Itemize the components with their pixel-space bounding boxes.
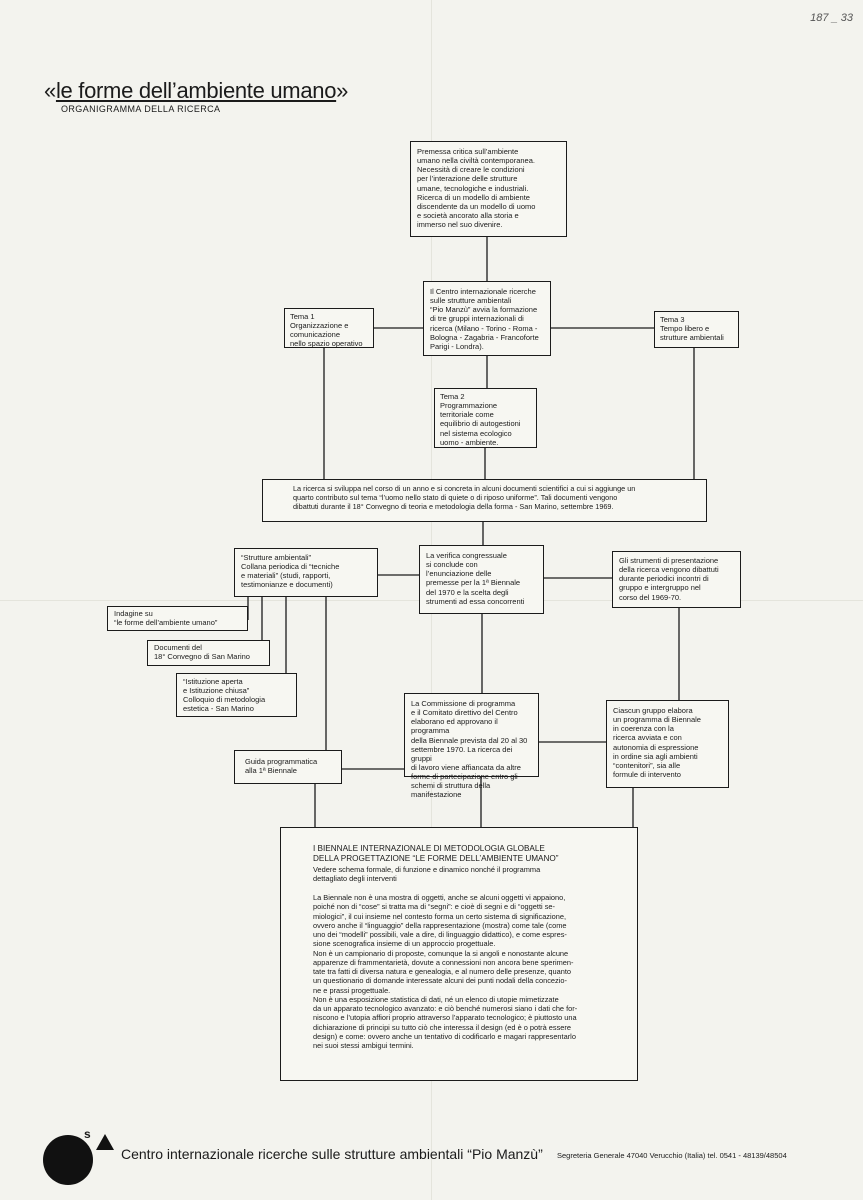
footer-address: Segreteria Generale 47040 Verucchio (Italia) tel. 0541 - 48139/48504	[557, 1151, 787, 1160]
box-guida-programmatica: Guida programmatica alla 1ª Biennale	[234, 750, 342, 784]
logo-letter-mark: s	[84, 1127, 91, 1141]
box-verifica-congressuale: La verifica congressuale si conclude con l’enunciazione delle premesse per la 1ª Biennale del 1970 e la scelta degli strumenti ad essa concorrenti	[419, 545, 544, 614]
box-ciascun-gruppo: Ciascun gruppo elabora un programma di Biennale in coerenza con la ricerca avviata e con autonomia di espressione in ordine sia agli ambienti “contenitori”, sia alle formule di intervento	[606, 700, 729, 788]
box-tema-2: Tema 2 Programmazione territoriale come equilibrio di autogestioni nel sistema ecologico uomo - ambiente.	[434, 388, 537, 448]
box-istituzione-aperta: “Istituzione aperta e Istituzione chiusa” Colloquio di metodologia estetica - San Marino	[176, 673, 297, 717]
archive-reference: 187 _ 33	[810, 12, 853, 24]
box-ricerca-si-sviluppa: La ricerca si sviluppa nel corso di un anno e si concreta in alcuni documenti scientifici a cui si aggiunge un quarto contributo sul tema “l’uomo nello stato di quiete o di riposo uniforme”. Tali documenti vengono dibattuti durante il 18° Convegno di teoria e metodologia della forma - San Marino, settembre 1969.	[262, 479, 707, 522]
box-strutture-ambientali: “Strutture ambientali” Collana periodica di “tecniche e materiali” (studi, rapporti, testimonianze e documenti)	[234, 548, 378, 597]
biennale-body: La Biennale non è una mostra di oggetti, anche se alcuni oggetti vi appaiono, poiché non di “cose” si tratta ma di “segni”: e cioè di segni e di “oggetti se- miologici”, il cui insieme nel contesto forma un certo sistema di significazione, ovvero anche il “linguaggio” della rappresentazione (mostra) come tale (come uno dei “modelli” possibili, vale a dire, di linguaggio didattico), e come espres- sione scenografica insieme di un approccio progettuale. Non è un campionario di proposte, comunque la si angoli e nonostante alcune apparenze di frammentarietà, dovute a connessioni non ancora bene sperimen- tate tra fatti di diversa natura e genealogia, e al numero delle presenze, quanto un questionario di domande interessate alcuni dei punti nodali della concezio- ne e prassi progettuale. Non è una esposizione statistica di dati, né un elenco di utopie mimetizzate da un apparato tecnologico avanzato: e ciò benché numerosi siano i dati che for- niscono e l’utopia affiori proprio attraverso l’apparato tecnologico; è piuttosto una dichiarazione di principi su tutto ciò che interessa il design (ed è o potrà essere design) e come: ovvero anche un tentativo di codificarlo e magari rappresentarlo nei suoi stessi ambigui termini.	[313, 893, 578, 1051]
box-documenti-convegno: Documenti del 18° Convegno di San Marino	[147, 640, 270, 666]
footer-organization-name: Centro internazionale ricerche sulle strutture ambientali “Pio Manzù”	[121, 1146, 543, 1162]
title-close-quote: »	[336, 78, 349, 103]
box-tema-1: Tema 1 Organizzazione e comunicazione nello spazio operativo	[284, 308, 374, 348]
box-indagine: Indagine su “le forme dell’ambiente umano”	[107, 606, 248, 631]
biennale-intro: Vedere schema formale, di funzione e dinamico nonché il programma dettagliato degli interventi	[313, 864, 541, 883]
poster-title	[44, 78, 348, 104]
box-commissione-programma: La Commissione di programma e il Comitato direttivo del Centro elaborano ed approvano il programma della Biennale prevista dal 20 al 30 settembre 1970. La ricerca dei gruppi di lavoro viene affiancata da altre forme di partecipazione entro gli schemi di struttura della manifestazione	[404, 693, 539, 777]
box-premessa-critica: Premessa critica sull’ambiente umano nella civiltà contemporanea. Necessità di creare le condizioni per l’interazione delle strutture umane, tecnologiche e industriali. Ricerca di un modello di ambiente discendente da un modello di uomo e società ancorato alla storia e immerso nel suo divenire.	[410, 141, 567, 237]
biennale-heading: I BIENNALE INTERNAZIONALE DI METODOLOGIA GLOBALE DELLA PROGETTAZIONE “LE FORME DELL’AMBIENTE UMANO”	[313, 844, 559, 863]
centro-logo-icon	[43, 1135, 93, 1185]
box-tema-3: Tema 3 Tempo libero e strutture ambientali	[654, 311, 739, 348]
box-centro-internazionale: Il Centro internazionale ricerche sulle strutture ambientali “Pio Manzù” avvia la formazione di tre gruppi internazionali di ricerca (Milano - Torino - Roma - Bologna - Zagabria - Francoforte Parigi - Londra).	[423, 281, 551, 356]
logo-triangle-icon	[96, 1134, 114, 1150]
box-strumenti-presentazione: Gli strumenti di presentazione della ricerca vengono dibattuti durante periodici incontri di gruppo e intergruppo nel corso del 1969-70.	[612, 551, 741, 608]
title-open-quote: «	[44, 78, 56, 103]
title-text: le forme dell’ambiente umano	[55, 78, 337, 103]
poster-subtitle: ORGANIGRAMMA DELLA RICERCA	[61, 104, 221, 114]
box-biennale-description	[280, 827, 638, 1081]
